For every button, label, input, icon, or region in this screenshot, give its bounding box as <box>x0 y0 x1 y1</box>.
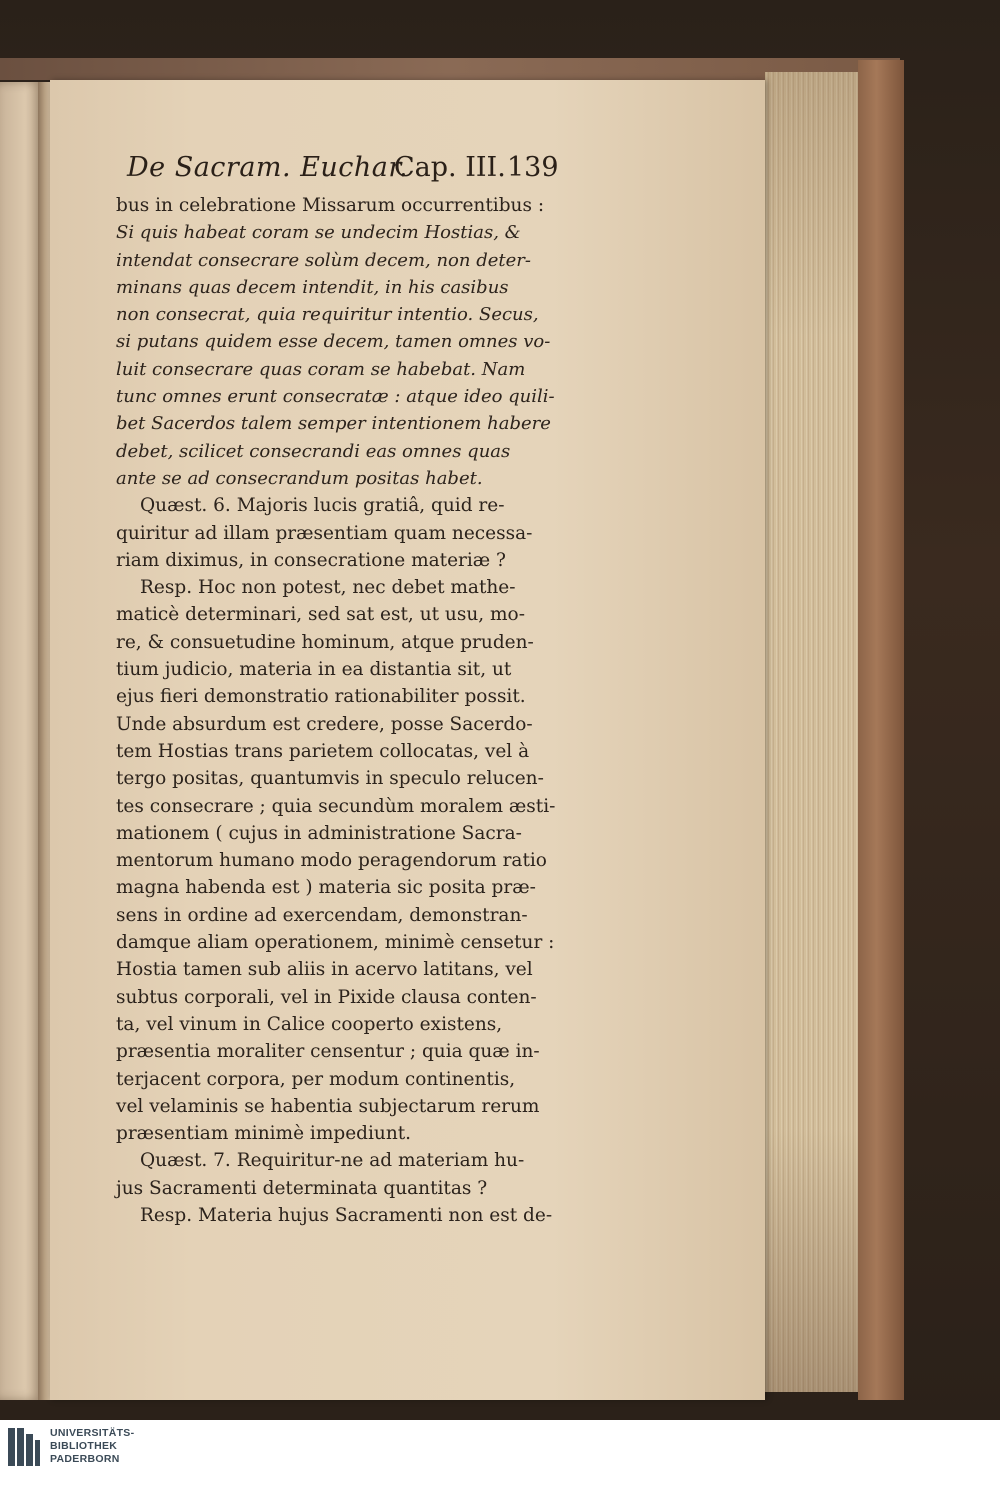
text-line: Si quis habeat coram se undecim Hostias, & <box>116 222 521 244</box>
text-line: debet, scilicet consecrandi eas omnes quas <box>116 440 511 462</box>
text-line: luit consecrare quas coram se habebat. Nam <box>116 358 526 380</box>
page-number: 139 <box>507 152 559 183</box>
text-line: mentorum humano modo peragendorum ratio <box>116 850 547 872</box>
page-block-shading <box>765 72 860 1392</box>
left-page-edge <box>0 82 42 1400</box>
text-line: bet Sacerdos talem semper intentionem habere <box>116 413 551 435</box>
text-line: Unde absurdum est credere, posse Sacerdo- <box>116 713 533 735</box>
library-logo-icon <box>6 1426 42 1468</box>
text-line: Hostia tamen sub aliis in acervo latitans, vel <box>116 959 533 981</box>
text-line: mationem ( cujus in administratione Sacra- <box>116 822 522 844</box>
text-line: riam diximus, in consecratione materiæ ? <box>116 549 506 571</box>
text-line: intendat consecrare solùm decem, non deter- <box>116 249 531 271</box>
text-line: præsentiam minimè impediunt. <box>116 1123 412 1145</box>
text-line: tium judicio, materia in ea distantia sit, ut <box>116 659 512 681</box>
text-line: Quæst. 7. Requiritur-ne ad materiam hu- <box>140 1150 525 1172</box>
text-line: sens in ordine ad exercendam, demonstran- <box>116 904 528 926</box>
text-line: minans quas decem intendit, in his casibus <box>116 276 509 298</box>
text-line: præsentia moraliter censentur ; quia quæ in- <box>116 1041 540 1063</box>
library-name-line3: PADERBORN <box>50 1453 120 1465</box>
running-head-chapter: Cap. III. <box>394 152 506 183</box>
library-name-line1: UNIVERSITÄTS- <box>50 1427 135 1439</box>
library-name-line2: BIBLIOTHEK <box>50 1440 118 1452</box>
text-line: vel velaminis se habentia subjectarum rerum <box>116 1095 540 1117</box>
text-line: bus in celebratione Missarum occurrentibus : <box>116 195 545 216</box>
body-text <box>116 192 586 1226</box>
text-line: magna habenda est ) materia sic posita præ- <box>116 877 536 899</box>
text-line: quiritur ad illam præsentiam quam necessa- <box>116 522 533 544</box>
text-line: jus Sacramenti determinata quantitas ? <box>116 1177 488 1199</box>
text-line: maticè determinari, sed sat est, ut usu, mo- <box>116 604 525 626</box>
text-line: tergo positas, quantumvis in speculo relucen- <box>116 768 544 790</box>
text-line: ejus fieri demonstratio rationabiliter possit. <box>116 686 526 708</box>
text-line: Quæst. 6. Majoris lucis gratiâ, quid re- <box>140 495 505 517</box>
back-cover <box>858 60 904 1400</box>
text-line: tunc omnes erunt consecratæ : atque ideo quili- <box>116 386 555 408</box>
text-line: terjacent corpora, per modum continentis, <box>116 1068 516 1090</box>
text-line: ante se ad consecrandum positas habet. <box>116 467 483 489</box>
running-head <box>127 148 573 192</box>
text-line: damque aliam operationem, minimè censetur : <box>116 932 555 954</box>
text-line: si putans quidem esse decem, tamen omnes vo- <box>116 331 551 353</box>
text-line: subtus corporali, vel in Pixide clausa conten- <box>116 986 537 1008</box>
text-line: tes consecrare ; quia secundùm moralem æsti- <box>116 795 556 817</box>
text-line: Resp. Materia hujus Sacramenti non est de- <box>140 1204 553 1226</box>
text-line: Resp. Hoc non potest, nec debet mathe- <box>140 577 516 599</box>
text-line: re, & consuetudine hominum, atque pruden- <box>116 631 534 653</box>
text-line: non consecrat, quia requiritur intentio. Secus, <box>116 304 539 326</box>
text-line: ta, vel vinum in Calice cooperto existens, <box>116 1013 503 1035</box>
text-line: tem Hostias trans parietem collocatas, vel à <box>116 740 530 762</box>
running-head-title: De Sacram. Euchar. <box>127 152 408 183</box>
library-name <box>50 1427 170 1466</box>
